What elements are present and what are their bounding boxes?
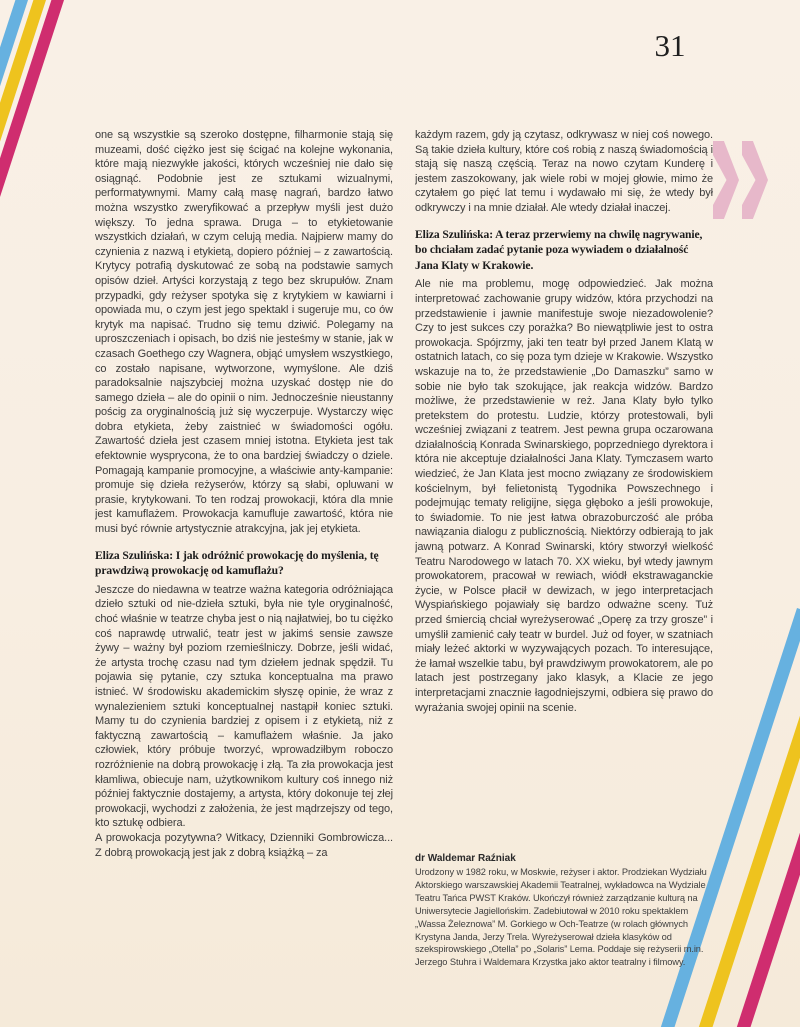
biography-name: dr Waldemar Raźniak	[415, 853, 516, 864]
right-column	[415, 128, 713, 850]
interviewee-answer	[415, 277, 713, 715]
interviewer-question: Eliza Szulińska: A teraz przerwiemy na chwilę nagrywanie, bo chciałam zadać pytanie poza wywiadem o działalność Jana Klaty w Krakowie.	[415, 227, 703, 272]
right-paragraph-continuation: każdym razem, gdy ją czytasz, odkrywasz w niej coś nowego. Są takie dzieła kultury, które coś robią z naszą świadomością i stają się naszą częścią. Teraz na nowo czytam Kunderę i jestem zaszokowany, jak wiele robi w mojej głowie, mimo że czytałem go pięć lat temu i wydawało mi się, że wtedy był odkrywczy i na mnie działał. Ale wtedy działał inaczej.	[415, 129, 713, 214]
interviewee-answer	[95, 583, 393, 860]
answer-paragraph: Jeszcze do niedawna w teatrze ważna kategoria odróżniająca dzieło sztuki od nie-dzieła sztuki, była nie tyle oryginalność, choć właśnie w teatrze chyba jest o nią najłatwiej, bo tu ciężko coś naprawdę utrwalić, teatr jest w jakimś sensie zawsze żywy – ważny był poziom rzemieślniczy. Dobrze, jeśli widać, że artysta trochę czasu nad tym dziełem jednak spędził. Tu pojawia się pytanie, czy sztuka konceptualna ma prawo istnieć. W środowisku akademickim słyszę opinie, że wraz z wynalezieniem sztuki konceptualnej nastąpił koniec sztuki. Mamy tu do czynienia bardziej z opisem i z etykietą, niż z faktyczną zawartością – kamuflażem właśnie. Ja jako człowiek, który próbuje tworzyć, wprowadziłbym roboczo rozróżnienie na dobrą prowokację i złą. Ta zła prowokacja jest kłamliwa, obiecuje nam, użytkownikom kultury coś innego niż później faktycznie dostajemy, a artysta, który dokonuje tej złej prowokacji, wychodzi z założenia, że jest mądrzejszy od tego, kto sztukę odbiera.	[95, 583, 393, 830]
chevron-right-icon	[713, 141, 739, 219]
chevron-right-icon	[742, 141, 768, 219]
biography-text: Urodzony w 1982 roku, w Moskwie, reżyser i aktor. Prodziekan Wydziału Aktorskiego warszawskiej Akademii Teatralnej, wykładowca na Wydziale Teatru Tańca PWST Kraków. Ukończył również zarządzanie kulturą na Uniwersytecie Jagiellońskim. Zadebiutował w 2010 roku spektaklem „Wassa Żeleznowa” M. Gorkiego w Och-Teatrze (w rolach głównych Krystyna Janda, Jerzy Trela. Wyreżyserował dzieła klasyków od szekspirowskiego „Otella” po „Solaris” Lema. Poddaje się reżyserii m.in. Jerzego Stuhra i Waldemara Krzystka jako aktor teatralny i filmowy.	[415, 867, 707, 968]
answer-paragraph: A prowokacja pozytywna? Witkacy, Dzienniki Gombrowicza... Z dobrą prowokacją jest jak z dobrą książką – za	[95, 831, 393, 859]
left-paragraph-continuation: one są wszystkie są szeroko dostępne, filharmonie stają się muzeami, dość ciężko jest się ścigać na kolejne wykonania, które mają niezwykłe jakości, których wcześniej nie dało się osiągnąć. Podobnie jest ze sztukami wizualnymi, performatywnymi. Mamy całą masę nagrań, bardzo łatwo można wszystko zweryfikować a przepływ myśli jest dużo większy. To jedna sprawa. Druga – to etykietowanie wszystkich działań, w czym celują media. Najpierw mamy do czynienia z nazwą i etykietą, dopiero później – z zawartością. Krytycy potrafią dyskutować ze sobą na podstawie samych opisów dzieł. Artyści korzystają z tego bez skrupułów. Znam przypadki, gdy reżyser spotyka się z krytykiem w kawiarni i opowiada mu, o czym jest jego spektakl i sugeruje mu, co ów krytyk ma napisać. Trudno się temu dziwić. Polegamy na uproszczeniach i opisach, bo dziś nie jesteśmy w stanie, jak w czasach Goethego czy Wagnera, objąć umysłem wszystkiego, co zostało napisane, wytworzone, wymyślone. Ale dziś paradoksalnie najszybciej można uzyskać dostęp nie do samego dzieła – ale do opinii o nim. Jednocześnie nieustanny pościg za oryginalnością już się wyczerpuje. Wystarczy więc dobra etykieta, żeby zaistnieć w świadomości ogółu. Zawartość dzieła jest czasem mniej istotna. Etykieta jest tak efektownie wysprycona, że to ona bardziej świadczy o dziele. Pomagają kampanie promocyjne, a właściwie anty-kampanie: promuje się dzieła reżyserów, którzy są słabi, opluwani w prasie, krytykowani. To ten rodzaj prowokacji, która dla mnie jest kamuflażem. Prowokacja kamufluje zawartość, która nie musi być równie artystycznie atrakcyjna, jak jej etykieta.	[95, 129, 393, 536]
page-number: 31	[654, 28, 686, 63]
interviewer-question: Eliza Szulińska: I jak odróżnić prowokację do myślenia, tę prawdziwą prowokację od kamuflażu?	[95, 548, 379, 578]
left-column	[95, 128, 393, 978]
answer-paragraph: Ale nie ma problemu, mogę odpowiedzieć. Jak można interpretować zachowanie grupy widzów, która przychodzi na przedstawienie i jawnie manifestuje swoje niezadowolenie? Czy to jest sukces czy porażka? Bo niewątpliwie jest to ostra prowokacja. Spójrzmy, jaki ten teatr był przed Janem Klatą w ostatnich latach, co się poza tym dzieje w Krakowie. Wszystko wskazuje na to, że przedstawienie „Do Damaszku” samo w sobie nie było tak szokujące, jak reakcja widzów. Bardzo możliwe, że przedstawienie w reż. Jana Klaty było tylko pretekstem do protestu. Ludzie, którzy protestowali, byli wcześniej związani z teatrem. Jest pewna grupa oczarowana działalnością Konrada Swinarskiego, poprzedniego dyrektora i która nie akceptuje działalności Jana Klaty. Tymczasem warto wiedzieć, że Jan Klata jest mocno związany ze środowiskiem kościelnym, był felietonistą Tygodnika Powszechnego i podejmując tematy religijne, sięga głęboko a jeśli prowokuje, to świadomie. To nie jest łatwa obrazoburczość ale próba nawiązania dialogu z publicznością. Niektórzy odbierają to jak jawną potwarz. A Konrad Swinarski, który stworzył wielkość Teatru Narodowego w latach 70. XX wieku, był wtedy jawnym prowokatorem, pracował w rewiach, wiódł ekstrawaganckie życie, w Polsce płacił w dewizach, w jego interpretacjach Wyspiańskiego pojawiały się bardzo odważne sceny. Tuż przed śmiercią chciał wyreżyserować „Operę za trzy grosze” i umyślił zamienić cały teatr w burdel. Już od foyer, w szatniach miały leżeć aktorki w wyzywających pozach. To interesujące, że łamał wszelkie tabu, był prawdziwym prowokatorem, ale po latach jest postrzegany jako klasyk, a Klacie ze jego interpretacjami znacznie łagodniejszymi, odbiera się prawo do wyrażania swojej opinii na scenie.	[415, 278, 713, 714]
biography-block	[415, 852, 715, 969]
